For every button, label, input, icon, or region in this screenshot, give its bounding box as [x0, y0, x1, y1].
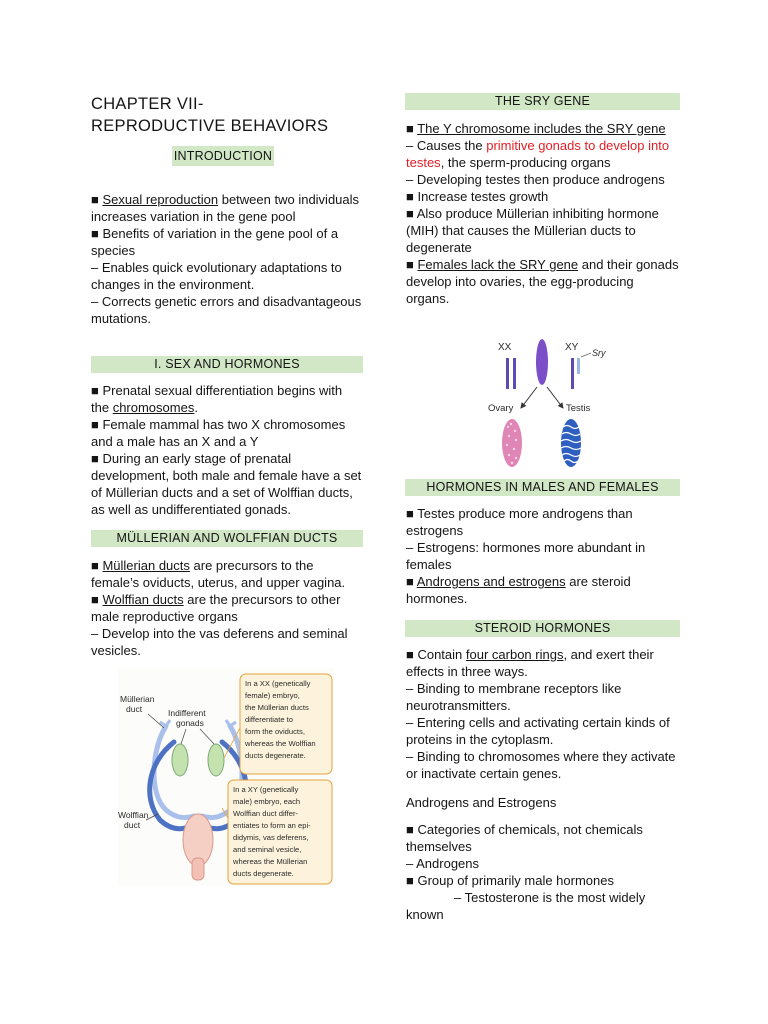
sub-line — [406, 855, 680, 872]
sex-and-hormones-text — [91, 382, 363, 518]
label-wolffian: Wolffian — [118, 810, 149, 820]
section-header-sex-and-hormones: I. SEX AND HORMONES — [91, 356, 363, 373]
bullet-line — [91, 416, 363, 450]
chapter-title: CHAPTER VII- REPRODUCTIVE BEHAVIORS — [91, 95, 329, 135]
text-run: – Enables quick evolutionary adaptations to changes in the environment. — [91, 260, 342, 292]
y-chromosome — [577, 358, 580, 374]
callout-line: male) embryo, each — [233, 797, 301, 806]
text-run: . — [194, 400, 198, 415]
label-xy: XY — [565, 342, 579, 353]
bullet-line — [406, 505, 680, 539]
bullet-line — [91, 382, 363, 416]
bullet-line — [91, 591, 363, 625]
ducts-text — [91, 557, 363, 659]
text-run: – Testosterone is the most widely known — [406, 890, 646, 922]
callout-xx-embryo — [240, 674, 332, 774]
label-ovary: Ovary — [488, 403, 514, 414]
text-run: , the sperm-producing organs — [440, 155, 611, 170]
callout-xy-embryo — [228, 780, 332, 884]
callout-line: Wolffian duct differ- — [233, 809, 299, 818]
callout-line: In a XY (genetically — [233, 785, 299, 794]
bullet-line — [406, 205, 680, 256]
underlined-term: chromosomes — [112, 400, 195, 415]
sub-line — [406, 680, 680, 714]
underlined-term: Females lack the SRY gene — [417, 257, 579, 272]
bullet-line — [406, 646, 680, 680]
introduction-text — [91, 191, 363, 327]
text-run: are the precursors to other male reproductive organs — [91, 592, 341, 624]
text-run: – Estrogens: hormones more abundant in females — [406, 540, 646, 572]
underlined-term: The Y chromosome includes the SRY gene — [417, 121, 666, 136]
bullet-line — [91, 225, 363, 259]
text-run: ■ Benefits of variation in the gene pool of a species — [91, 226, 339, 258]
text-run: ■ — [406, 257, 418, 272]
text-run: – Entering cells and activating certain kinds of proteins in the cytoplasm. — [406, 715, 670, 747]
sry-differentiation-illustration — [475, 335, 615, 470]
text-run: are precursors to the female’s oviducts, uterus, and upper vagina. — [91, 558, 346, 590]
section-header-introduction: INTRODUCTION — [172, 146, 274, 166]
text-run: ■ — [406, 574, 417, 589]
sub-line — [406, 171, 680, 188]
highlighted-text: primitive gonads to develop into testes — [406, 138, 670, 170]
figure-duct-development — [118, 668, 334, 886]
bullet-line — [406, 120, 680, 137]
text-run: ■ Group of primarily male hormones — [406, 873, 614, 888]
indifferent-gonad — [536, 339, 548, 385]
text-run: ■ Female mammal has two X chromosomes and a male has an X and a Y — [91, 417, 346, 449]
sub-line — [91, 293, 363, 327]
text-run: ■ Categories of chemicals, not chemicals themselves — [406, 822, 643, 854]
figure-sry-differentiation — [475, 335, 615, 470]
callout-line: entiates to form an epi- — [233, 821, 311, 830]
text-run: – Corrects genetic errors and disadvantageous mutations. — [91, 294, 362, 326]
text-run: and their gonads develop into ovaries, the egg-producing organs. — [406, 257, 679, 306]
duct-development-illustration — [118, 668, 334, 886]
section-header-steroid-hormones: STEROID HORMONES — [405, 620, 680, 637]
underlined-term: Wolffian ducts — [102, 592, 184, 607]
callout-line: form the oviducts, — [245, 727, 305, 736]
bullet-line — [406, 573, 680, 607]
ovary-drawing — [502, 419, 522, 467]
text-run: ■ Contain — [406, 647, 466, 662]
label-wolffian-duct: duct — [124, 820, 141, 830]
underlined-term: Androgens and estrogens — [416, 574, 566, 589]
callout-line: whereas the Müllerian — [233, 857, 308, 866]
underlined-term: four carbon rings, — [465, 647, 568, 662]
callout-line: and seminal vesicle, — [233, 845, 302, 854]
androgens-estrogens-title: Androgens and Estrogens — [406, 795, 557, 810]
callout-line: the Müllerian ducts — [245, 703, 309, 712]
text-run: – Binding to chromosomes where they activate or inactivate certain genes. — [406, 749, 676, 781]
sub-line — [406, 748, 680, 782]
bullet-line — [91, 450, 363, 518]
text-run: ■ Prenatal sexual differentiation begins with the — [91, 383, 343, 415]
callout-line: female) embryo, — [245, 691, 300, 700]
text-run: – Binding to membrane receptors like neurotransmitters. — [406, 681, 622, 713]
text-run: – Develop into the vas deferens and seminal vesicles. — [91, 626, 348, 658]
label-xx: XX — [498, 342, 512, 353]
text-run: ■ Also produce Müllerian inhibiting hormone (MIH) that causes the Müllerian ducts to degenerate — [406, 206, 659, 255]
sub-line — [406, 539, 680, 573]
text-run: are steroid hormones. — [406, 574, 631, 606]
arrow-to-ovary — [521, 387, 537, 408]
x-chromosome — [513, 358, 516, 389]
text-run: ■ — [91, 592, 103, 607]
arrow-to-testis — [547, 387, 563, 408]
sub-line — [406, 889, 680, 923]
x-chromosome — [571, 358, 574, 389]
text-run: ■ — [406, 121, 418, 136]
underlined-term: Sexual reproduction — [102, 192, 219, 207]
sub-line — [406, 714, 680, 748]
text-run: ■ — [91, 192, 103, 207]
section-header-mullerian-wolffian-ducts: MÜLLERIAN AND WOLFFIAN DUCTS — [91, 530, 363, 547]
label-gonads: gonads — [176, 718, 204, 728]
label-sry: Sry — [592, 348, 606, 358]
sry-gene-text — [406, 120, 680, 307]
text-run: ■ Testes produce more androgens than estrogens — [406, 506, 633, 538]
x-chromosome — [506, 358, 509, 389]
section-header-hormones-males-females: HORMONES IN MALES AND FEMALES — [405, 479, 680, 496]
bullet-line — [406, 256, 680, 307]
androgens-estrogens-text — [406, 821, 680, 923]
bullet-line — [406, 872, 680, 889]
hormones-text — [406, 505, 680, 607]
bullet-line — [91, 191, 363, 225]
section-header-sry-gene: THE SRY GENE — [405, 93, 680, 110]
bullet-line — [91, 557, 363, 591]
sub-line — [91, 625, 363, 659]
callout-line: ducts degenerate. — [233, 869, 294, 878]
label-mullerian: Müllerian — [120, 694, 155, 704]
label-mullerian-duct: duct — [126, 704, 143, 714]
callout-line: differentiate to — [245, 715, 293, 724]
text-run: – Androgens — [406, 856, 480, 871]
callout-line: didymis, vas deferens, — [233, 833, 309, 842]
sub-line — [91, 259, 363, 293]
steroid-hormones-text — [406, 646, 680, 782]
text-run: ■ During an early stage of prenatal development, both male and female have a set of Müllerian ducts and a set of Wolffian ducts, as well as undifferentiated gonads. — [91, 451, 362, 517]
text-run: and exert their effects in three ways. — [406, 647, 654, 679]
text-run: ■ — [91, 558, 103, 573]
label-testis: Testis — [566, 403, 591, 414]
bullet-line — [406, 188, 680, 205]
text-run: between two individuals increases variation in the gene pool — [91, 192, 360, 224]
sub-line — [406, 137, 680, 171]
callout-line: whereas the Wolffian — [245, 739, 316, 748]
text-run: ■ Increase testes growth — [406, 189, 549, 204]
bullet-line — [406, 821, 680, 855]
text-run: – Causes the — [406, 138, 487, 153]
text-run: – Developing testes then produce androgens — [406, 172, 665, 187]
callout-line: In a XX (genetically — [245, 679, 311, 688]
callout-line: ducts degenerate. — [245, 751, 306, 760]
testis-drawing — [561, 419, 581, 467]
label-indifferent: Indifferent — [168, 708, 206, 718]
underlined-term: Müllerian ducts — [102, 558, 190, 573]
